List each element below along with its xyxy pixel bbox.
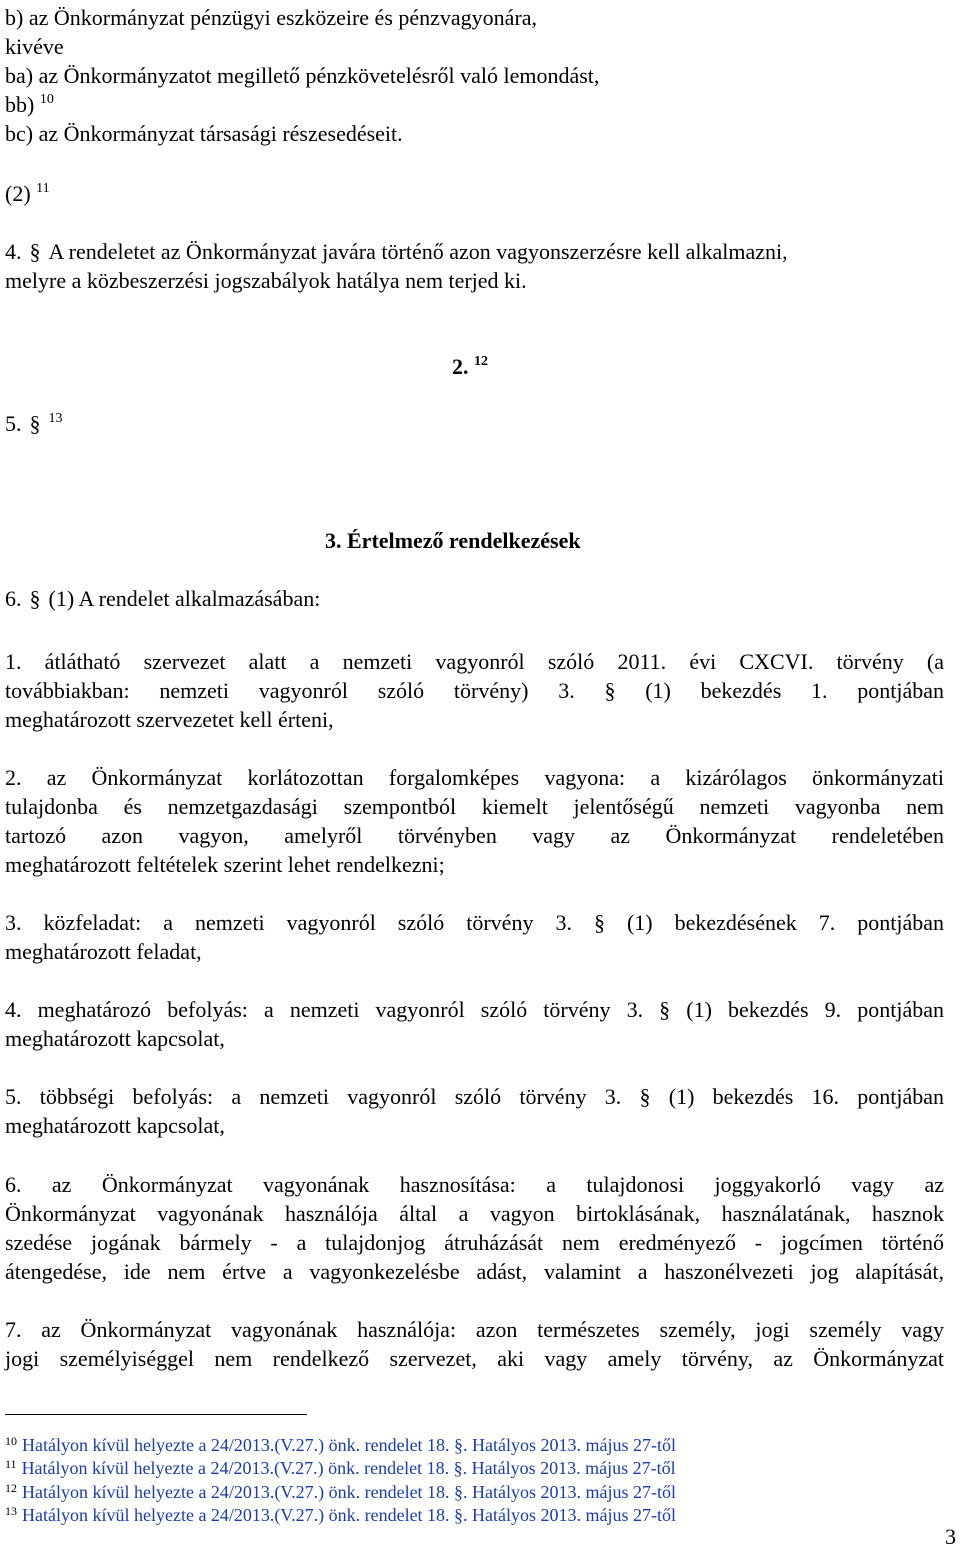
section-sign: § xyxy=(29,411,41,436)
footnote-link[interactable]: Hatályon kívül helyezte a 24/2013.(V.27.) önk. rendelet 18. §. Hatályos 2013. május 27-től xyxy=(21,1458,676,1478)
text-part: 3. közfeladat: a nemzeti vagyonról szóló törvény 3. xyxy=(5,910,572,935)
text-line: ba) az Önkormányzatot megillető pénzkövetelésről való lemondást, xyxy=(5,63,600,88)
text-line: bc) az Önkormányzat társasági részesedéseit. xyxy=(5,121,403,146)
text-part: (1) bekezdés 16. pontjában xyxy=(668,1084,945,1109)
footnote-number: 12 xyxy=(5,1481,17,1495)
section-sign: § xyxy=(604,678,616,703)
section-sign: § xyxy=(29,239,41,264)
definition-6-line-1: 6. az Önkormányzat vagyonának hasznosítása: a tulajdonosi joggyakorló vagy az xyxy=(5,1172,944,1197)
text-part: 5. többségi befolyás: a nemzeti vagyonról szóló törvény 3. xyxy=(5,1084,622,1109)
section-sign: § xyxy=(593,910,605,935)
text-line: b) az Önkormányzat pénzügyi eszközeire és pénzvagyonára, xyxy=(5,5,538,30)
definition-1-line-2 xyxy=(5,677,944,705)
text-part: (1) bekezdésének 7. pontjában xyxy=(626,910,945,935)
definition-2-line-4: meghatározott feltételek szerint lehet rendelkezni; xyxy=(5,852,445,877)
definition-4-line-1 xyxy=(5,996,944,1024)
definition-6-line-2: Önkormányzat vagyonának használója által a vagyon birtoklásának, használatának, hasznok xyxy=(5,1201,944,1226)
footnote-separator xyxy=(5,1414,307,1415)
text-part: 4. meghatározó befolyás: a nemzeti vagyonról szóló törvény 3. xyxy=(5,997,644,1022)
definition-5-line-1 xyxy=(5,1083,944,1111)
section-sign: § xyxy=(659,997,671,1022)
text-line: kivéve xyxy=(5,34,64,59)
definition-7-line-1: 7. az Önkormányzat vagyonának használója: azon természetes személy, jogi személy vagy xyxy=(5,1317,944,1342)
footnote-number: 11 xyxy=(5,1457,17,1471)
definition-4-line-2: meghatározott kapcsolat, xyxy=(5,1026,225,1051)
definition-6-line-4: átengedése, ide nem értve a vagyonkezelésbe adást, valamint a haszonélvezeti jog alapítását, xyxy=(5,1259,944,1284)
text-part: továbbiakban: nemzeti vagyonról szóló törvény) 3. xyxy=(5,678,575,703)
text-part: (1) bekezdés 9. pontjában xyxy=(686,997,945,1022)
section-6 xyxy=(5,585,944,613)
footnote-ref[interactable]: 10 xyxy=(39,92,54,107)
text-line xyxy=(5,91,944,119)
definition-3-line-1 xyxy=(5,909,944,937)
section-4-line-1 xyxy=(5,238,944,266)
footnote-ref[interactable]: 12 xyxy=(474,354,488,369)
item-label: bb) xyxy=(5,92,35,117)
definition-2-line-2: tulajdonba és nemzetgazdasági szempontból kiemelt jelentőségű nemzeti vagyonba nem xyxy=(5,794,944,819)
footnote-link[interactable]: Hatályon kívül helyezte a 24/2013.(V.27.) önk. rendelet 18. §. Hatályos 2013. május 27-től xyxy=(22,1505,677,1525)
chapter-2-heading xyxy=(452,353,944,381)
section-sign: § xyxy=(639,1084,651,1109)
footnote-link[interactable]: Hatályon kívül helyezte a 24/2013.(V.27.) önk. rendelet 18. §. Hatályos 2013. május 27-től xyxy=(22,1435,677,1455)
section-number: 4. xyxy=(5,239,22,264)
chapter-3-heading: 3. Értelmező rendelkezések xyxy=(325,528,581,553)
definition-2-line-3: tartozó azon vagyon, amelyről törvényben vagy az Önkormányzat rendeletében xyxy=(5,823,944,848)
section-sign: § xyxy=(29,586,41,611)
section-number: 5. xyxy=(5,411,22,436)
text-line xyxy=(5,180,944,208)
page-number: 3 xyxy=(945,1524,956,1549)
footnote-ref[interactable]: 13 xyxy=(48,411,63,426)
definition-1-line-3: meghatározott szervezetet kell érteni, xyxy=(5,707,334,732)
footnote xyxy=(5,1500,676,1526)
definition-7-line-2: jogi személyiséggel nem rendelkező szervezet, aki vagy amely törvény, az Önkormányzat xyxy=(5,1346,944,1371)
footnote-number: 10 xyxy=(5,1434,17,1448)
section-4-line-2: melyre a közbeszerzési jogszabályok hatálya nem terjed ki. xyxy=(5,268,527,293)
definition-5-line-2: meghatározott kapcsolat, xyxy=(5,1113,225,1138)
footnote xyxy=(5,1453,676,1479)
section-5 xyxy=(5,410,944,438)
definition-1-line-1: 1. átlátható szervezet alatt a nemzeti vagyonról szóló 2011. évi CXCVI. törvény (a xyxy=(5,649,944,674)
section-text: A rendeletet az Önkormányzat javára történő azon vagyonszerzésre kell alkalmazni, xyxy=(48,239,788,264)
text-part: (1) bekezdés 1. pontjában xyxy=(645,678,945,703)
footnote-link[interactable]: Hatályon kívül helyezte a 24/2013.(V.27.) önk. rendelet 18. §. Hatályos 2013. május 27-től xyxy=(22,1482,677,1502)
item-label: (2) xyxy=(5,181,31,206)
section-number: 6. xyxy=(5,586,22,611)
chapter-number: 2. xyxy=(452,354,469,379)
definition-3-line-2: meghatározott feladat, xyxy=(5,939,202,964)
footnote-number: 13 xyxy=(5,1504,17,1518)
definition-2-line-1: 2. az Önkormányzat korlátozottan forgalomképes vagyona: a kizárólagos önkormányzati xyxy=(5,765,944,790)
definition-6-line-3: szedése jogának bármely - a tulajdonjog átruházását nem eredményező - jogcímen történő xyxy=(5,1230,944,1255)
footnote-ref[interactable]: 11 xyxy=(36,181,50,196)
section-text: (1) A rendelet alkalmazásában: xyxy=(48,586,321,611)
